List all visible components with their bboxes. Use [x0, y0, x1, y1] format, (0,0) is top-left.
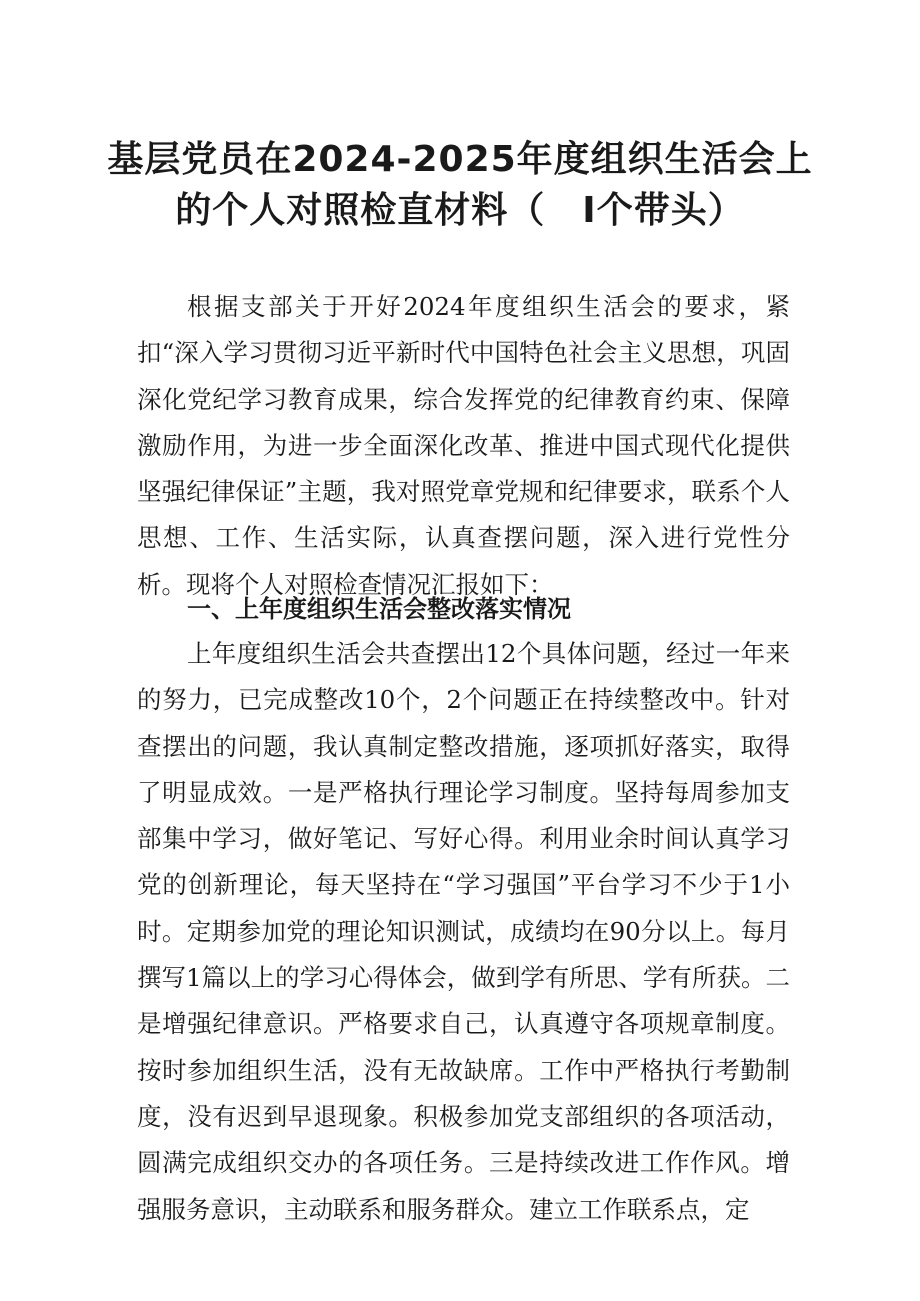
document-title-line-1: 基层党员在2024-2025年度组织生活会上 — [107, 139, 813, 180]
section-heading-1: 一、上年度组织生活会整改落实情况 — [187, 595, 571, 623]
rectification-paragraph: 上年度组织生活会共查摆出12个具体问题，经过一年来的努力，已完成整改10个，2个问题正在持续整改中。针对查摆出的问题，我认真制定整改措施，逐项抓好落实，取得了明显成效。一是严格执行理论学习制度。坚持每周参加支部集中学习，做好笔记、写好心得。利用业余时间认真学习党的创新理论，每天坚持在“学习强国”平台学习不少于1小时。定期参加党的理论知识测试，成绩均在90分以上。每月撰写1篇以上的学习心得体会，做到学有所思、学有所获。二是增强纪律意识。严格要求自己，认真遵守各项规章制度。按时参加组织生活，没有无故缺席。工作中严格执行考勤制度，没有迟到早退现象。积极参加党支部组织的各项活动，圆满完成组织交办的各项任务。三是持续改进工作作风。增强服务意识，主动联系和服务群众。建立工作联系点，定 — [137, 639, 790, 1224]
document-title-line-2: 的个人对照检直材料（ I个带头） — [175, 190, 745, 231]
intro-paragraph: 根据支部关于开好2024年度组织生活会的要求，紧扣“深入学习贯彻习近平新时代中国特色社会主义思想，巩固深化党纪学习教育成果，综合发挥党的纪律教育约束、保障激励作用，为进一步全面深化改革、推进中国式现代化提供坚强纪律保证”主题，我对照党章党规和纪律要求，联系个人思想、工作、生活实际，认真查摆问题，深入进行党性分析。现将个人对照检查情况汇报如下： — [137, 292, 790, 599]
